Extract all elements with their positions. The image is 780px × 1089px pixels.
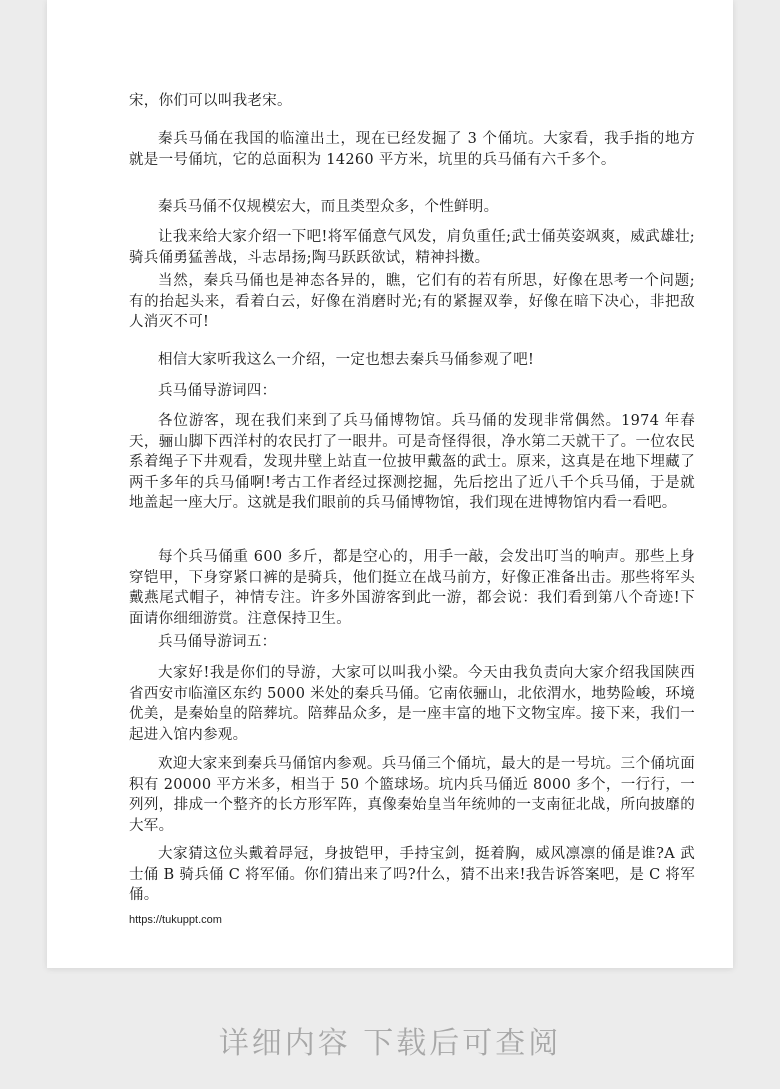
section-heading: 兵马俑导游词五： xyxy=(158,634,277,650)
paragraph: 大家猜这位头戴着冔冠，身披铠甲，手持宝剑，挺着胸，威风凛凛的俑是谁?A 武士俑 B 骑兵俑 C 将军俑。你们猜出来了吗?什么，猜不出来!我告诉答案吧，是 C 将军俑。 xyxy=(129,846,695,903)
paragraph: 相信大家听我这么一介绍，一定也想去秦兵马俑参观了吧! xyxy=(158,352,535,368)
section-heading: 兵马俑导游词四： xyxy=(158,383,277,399)
paragraph: 当然，秦兵马俑也是神态各异的，瞧，它们有的若有所思，好像在思考一个问题;有的抬起头来，看着白云，好像在消磨时光;有的紧握双拳，好像在暗下决心，非把敌人消灭不可! xyxy=(129,273,695,330)
document-page xyxy=(47,0,733,968)
paragraph: 秦兵马俑不仅规模宏大，而且类型众多，个性鲜明。 xyxy=(158,199,499,215)
bottom-caption: 详细内容 下载后可查阅 xyxy=(218,1026,562,1061)
paragraph: 欢迎大家来到秦兵马俑馆内参观。兵马俑三个俑坑，最大的是一号坑。三个俑坑面积有 20000 平方米多，相当于 50 个篮球场。坑内兵马俑近 8000 多个，一行行，一列列，排成一个整齐的长方形军阵，真像秦始皇当年统帅的一支南征北战，所向披靡的大军。 xyxy=(129,756,695,834)
document-body xyxy=(129,0,695,968)
footer-url: https://tukuppt.com xyxy=(129,914,222,926)
paragraph: 宋，你们可以叫我老宋。 xyxy=(129,93,292,109)
paragraph: 每个兵马俑重 600 多斤，都是空心的，用手一敲，会发出叮当的响声。那些上身穿铠甲，下身穿紧口裤的是骑兵，他们挺立在战马前方，好像正准备出击。那些将军头戴燕尾式帽子，神情专注。许多外国游客到此一游，都会说：我们看到第八个奇迹!下面请你细细游赏。注意保持卫生。 xyxy=(129,549,695,627)
paragraph: 秦兵马俑在我国的临潼出土，现在已经发掘了 3 个俑坑。大家看，我手指的地方就是一号俑坑，它的总面积为 14260 平方米，坑里的兵马俑有六千多个。 xyxy=(129,131,695,168)
paragraph: 让我来给大家介绍一下吧!将军俑意气风发，肩负重任;武士俑英姿飒爽，威武雄壮;骑兵俑勇猛善战，斗志昂扬;陶马跃跃欲试，精神抖擞。 xyxy=(129,229,695,266)
paragraph: 大家好!我是你们的导游，大家可以叫我小梁。今天由我负责向大家介绍我国陕西省西安市临潼区东约 5000 米处的秦兵马俑。它南依骊山，北依渭水，地势险峻，环境优美，是秦始皇的陪葬坑。陪葬品众多，是一座丰富的地下文物宝库。接下来，我们一起进入馆内参观。 xyxy=(129,665,695,743)
paragraph: 各位游客，现在我们来到了兵马俑博物馆。兵马俑的发现非常偶然。1974 年春天，骊山脚下西洋村的农民打了一眼井。可是奇怪得很，净水第二天就干了。一位农民系着绳子下井观看，发现井壁上站直一位披甲戴盔的武士。原来，这真是在地下埋藏了两千多年的兵马俑啊!考古工作者经过探测挖掘，先后挖出了近八千个兵马俑，于是就地盖起一座大厅。这就是我们眼前的兵马俑博物馆，我们现在进博物馆内看一看吧。 xyxy=(129,413,695,511)
